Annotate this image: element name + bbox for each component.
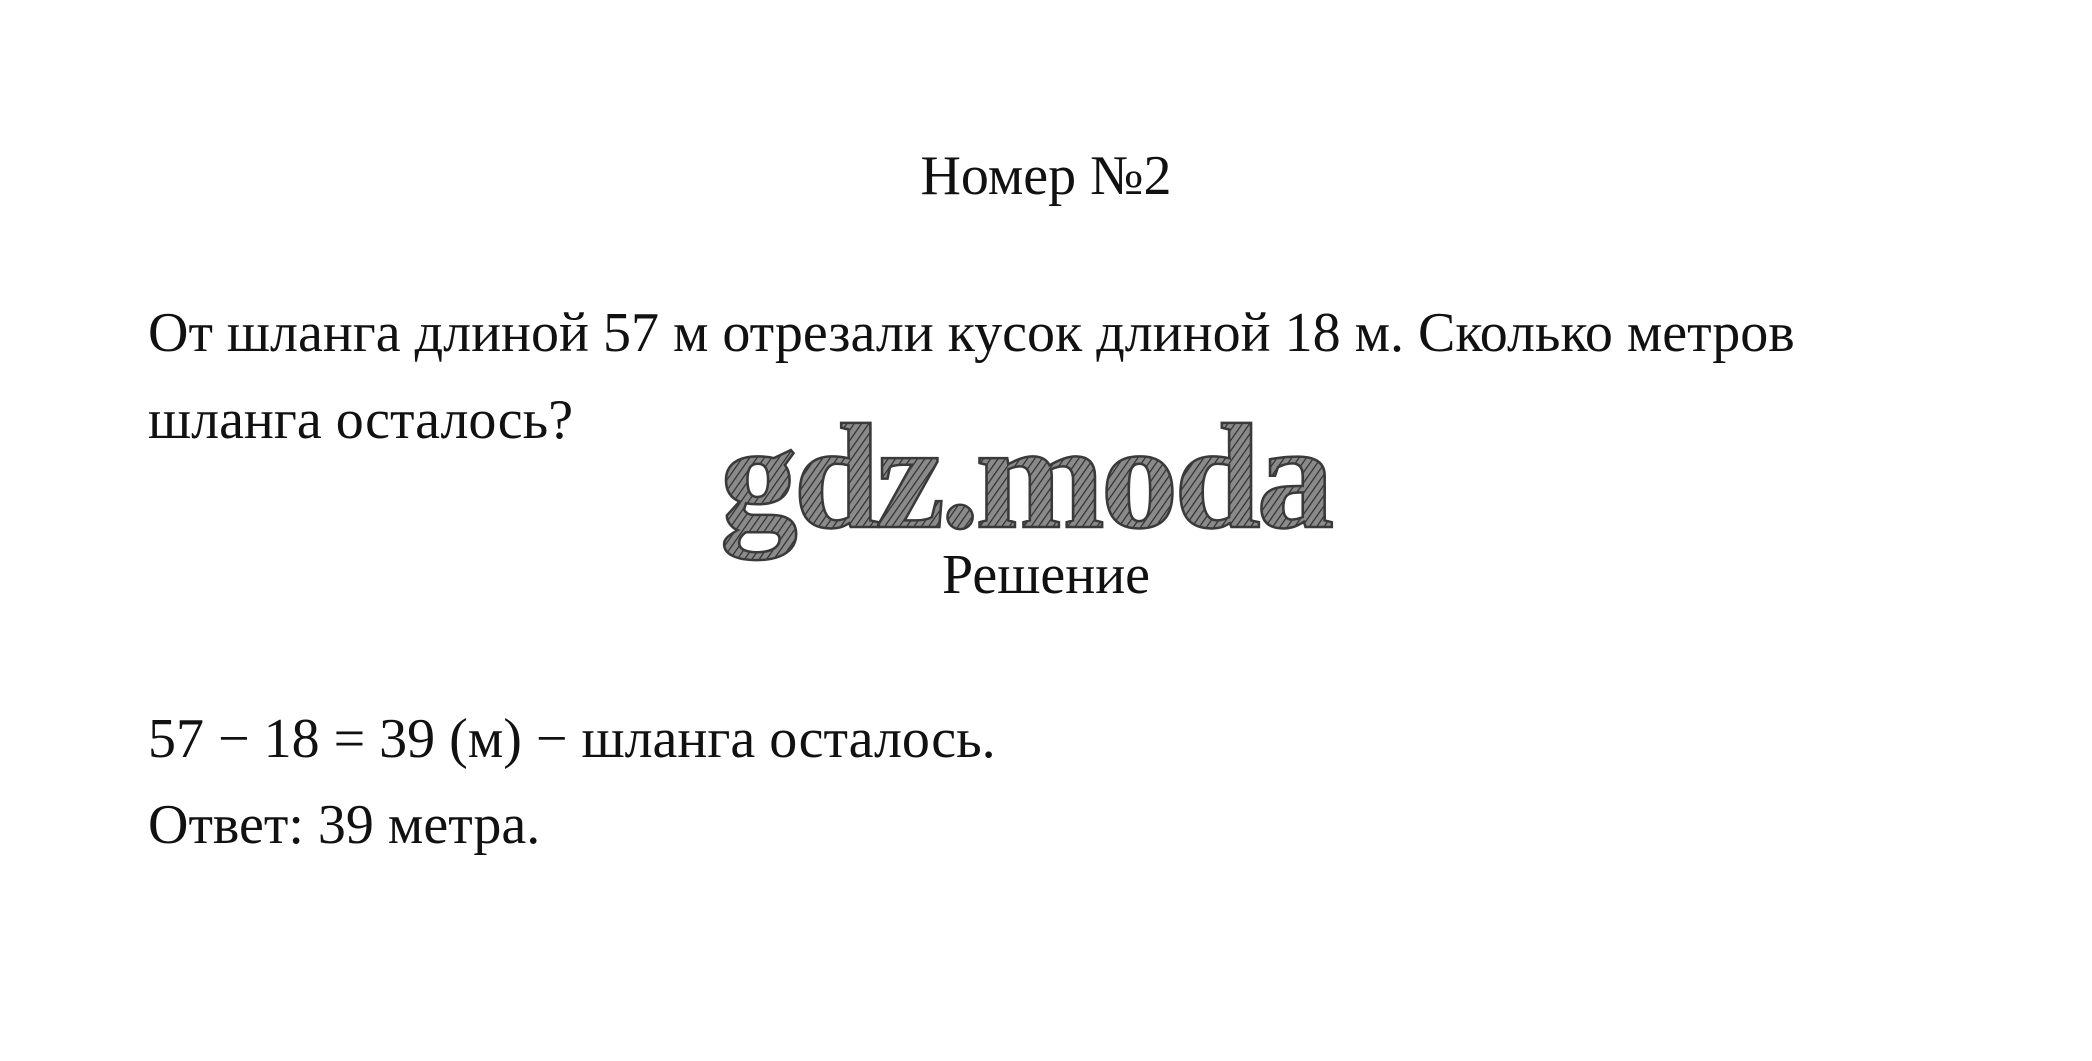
problem-line-2: шланга осталось? xyxy=(148,389,574,451)
problem-line-1: От шланга длиной 57 м отрезали кусок длиной 18 м. Сколько метров xyxy=(148,302,1795,364)
watermark-text: gdz.moda xyxy=(720,415,1333,560)
solution-calculation: 57 − 18 = 39 (м) − шланга осталось. xyxy=(148,708,996,770)
solution-answer: Ответ: 39 метра. xyxy=(148,794,541,856)
solution-heading: Решение xyxy=(941,544,1151,606)
problem-title: Номер №2 xyxy=(920,145,1172,207)
